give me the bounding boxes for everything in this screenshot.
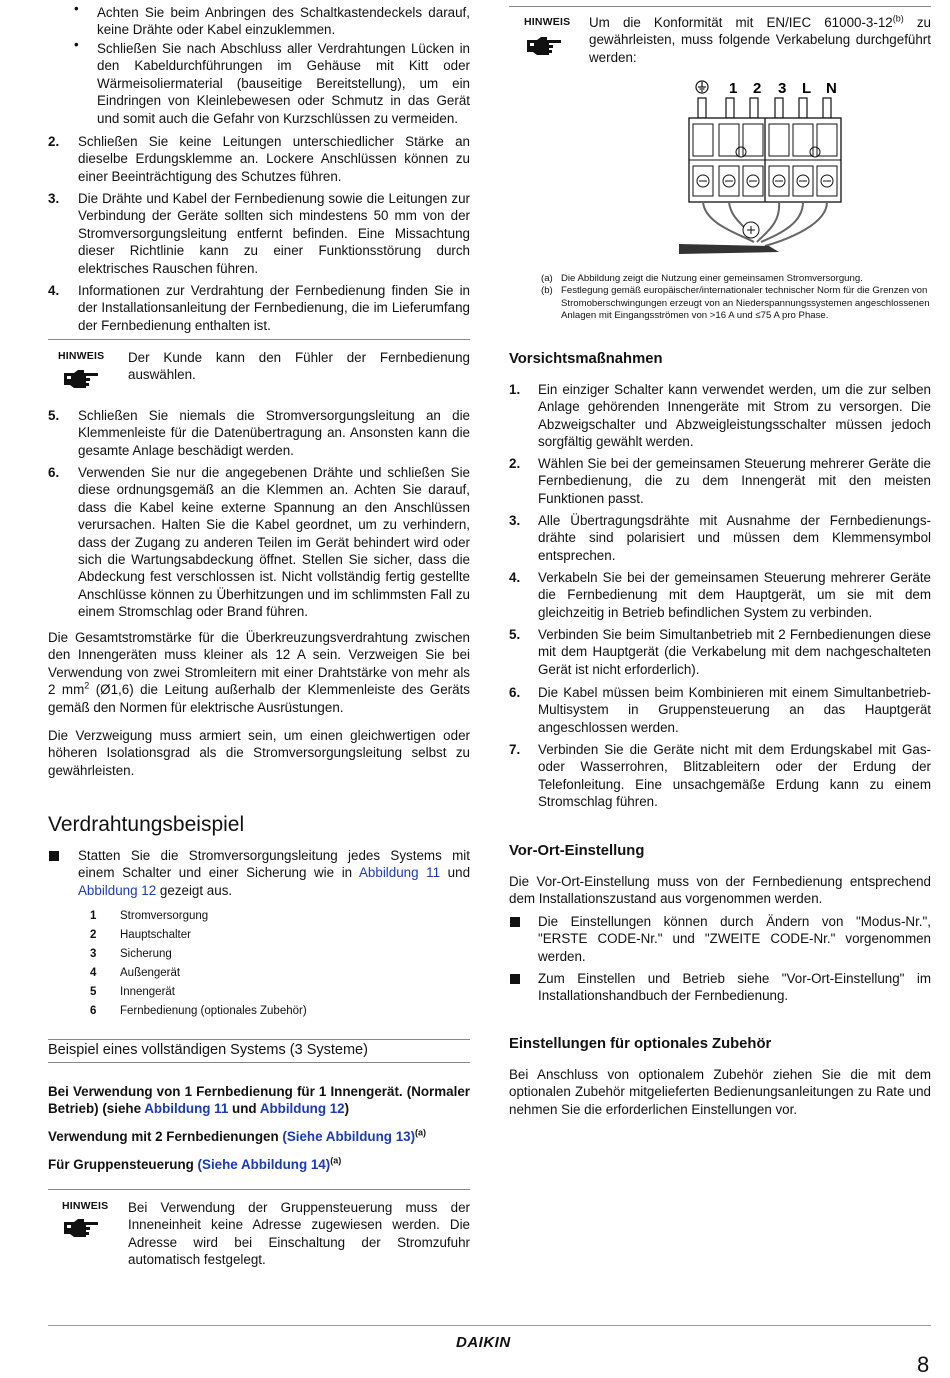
figure-link[interactable]: Abbildung 12 xyxy=(78,882,157,898)
item-text: Verkabeln Sie bei der gemeinsamen Steuerung mehrerer Geräte die Fernbedienung mit dem Hauptgerät, um sie mit dem gleichzeitig in Betrieb befindlichen System zu verbinden. xyxy=(538,570,931,620)
item-number: 2. xyxy=(48,134,60,149)
legend-item: 3 Sicherung xyxy=(90,948,172,960)
terminal-label: 1 xyxy=(729,80,738,97)
item-text: Die Kabel müssen beim Kombinieren mit einem Simultanbetrieb-Multisystem in Gruppensteuerung an das Hauptgerät angeschlossen werden. xyxy=(538,685,931,735)
figure-link[interactable]: Abbildung 11 xyxy=(144,1101,229,1117)
bold-reference: Bei Verwendung von 1 Fernbedienung für 1 Innengerät. (Normaler Betrieb) (siehe Abbildung 11 und Abbildung 12) xyxy=(48,1084,470,1117)
item-number: 6. xyxy=(509,685,521,700)
bullet-text: Schließen Sie nach Abschluss aller Verdrahtungen Lücken in den Kabeldurchführungen im Gehäuse mit Kitt oder Wärmeisoliermaterial (bauseitige Bereitstellung), um ein Eindringen von Kleinlebewesen oder Schmutz in das Gerät und somit auch die Gefahr von Kurzschlüssen zu vermeiden. xyxy=(97,41,470,126)
hinweis-top-rule xyxy=(509,6,931,7)
hinweis-label: HINWEIS xyxy=(62,1200,109,1212)
hinweis-label: HINWEIS xyxy=(524,16,571,28)
legend-item: 5 Innengerät xyxy=(90,986,175,998)
square-bullet-text: Die Einstellungen können durch Ändern von "Modus-Nr.", "ERSTE CODE-Nr." und "ZWEITE CODE-Nr." vorgenommen werden. xyxy=(538,914,931,964)
subheading-top-rule xyxy=(48,1039,470,1040)
item-number: 4. xyxy=(48,283,60,298)
pointing-hand-icon xyxy=(62,1216,102,1238)
item-text: Verbinden Sie die Geräte nicht mit dem Erdungskabel mit Gas- oder Wasserrohren, Blitzableitern oder der Erdung der Telefonleitung. Eine unsachgemäße Erdung kann zu einem Stromschlag führen. xyxy=(538,742,931,810)
footer-rule xyxy=(48,1325,931,1326)
legend-item: 4 Außengerät xyxy=(90,967,181,979)
terminal-wiring-diagram xyxy=(669,74,901,260)
item-text: Verbinden Sie beim Simultanbetrieb mit 2 Fernbedienungen diese mit dem Hauptgerät (die Verkabelung mit dem nachgeschalteten Gerät ist nicht erforderlich). xyxy=(538,627,931,677)
terminal-label: N xyxy=(826,80,837,97)
figure-link[interactable]: Abbildung 11 xyxy=(359,865,441,881)
footnote-key: (b) xyxy=(541,285,553,296)
item-number: 1. xyxy=(509,382,521,397)
item-number: 4. xyxy=(509,570,521,585)
item-text: Alle Übertragungsdrähte mit Ausnahme der Fernbedienungs-drähte sind polarisiert und müssen dem Klemmensymbol entsprechen. xyxy=(538,513,931,563)
hinweis-text: Bei Verwendung der Gruppensteuerung muss der Inneneinheit keine Adresse zugewiesen werden. Die Adresse wird bei Einschaltung der Stromzufuhr automatisch festgelegt. xyxy=(128,1200,470,1268)
item-text: Die Drähte und Kabel der Fernbedienung sowie die Leitungen zur Verbindung der Geräte sollten sich mindestens 50 mm von der Stromversorgungsleitung entfernt befinden. Eine Missachtung dieser Richtlinie kann zu einer Funktionsstörung durch elektrisches Rauschen führen. xyxy=(78,191,470,276)
section-heading: Vorsichtsmaßnahmen xyxy=(509,351,663,367)
paragraph-branch: Die Verzweigung muss armiert sein, um einen gleichwertigen oder höheren Isolationsgrad als die Stromversorgungsleitung selbst zu gewährleisten. xyxy=(48,728,470,778)
figure-link[interactable]: Abbildung 12 xyxy=(259,1101,345,1117)
hinweis-text: Um die Konformität mit EN/IEC 61000-3-12$^{(b)}$ zu gewährleisten, muss folgende Verkabelung durchgeführt werden: xyxy=(589,13,931,65)
hinweis-top-rule xyxy=(48,339,470,340)
figure-link[interactable]: (Siehe Abbildung 13) xyxy=(282,1129,416,1144)
section-heading: Verdrahtungsbeispiel xyxy=(48,813,245,836)
item-number: 5. xyxy=(48,408,60,423)
square-bullet xyxy=(49,851,59,861)
pointing-hand-icon xyxy=(62,367,102,389)
earth-icon xyxy=(696,81,708,93)
bold-reference: Verwendung mit 2 Fernbedienungen (Siehe Abbildung 13)$^{(a)}$ xyxy=(48,1127,427,1144)
item-text: Wählen Sie bei der gemeinsamen Steuerung mehrerer Geräte die Fernbedienung, die zu dem Innengerät mit den meisten Funktionen passt. xyxy=(538,456,931,506)
footnote-text: Die Abbildung zeigt die Nutzung einer gemeinsamen Stromversorgung. xyxy=(561,273,863,284)
item-text: Schließen Sie keine Leitungen unterschiedlicher Stärke an dieselbe Erdungsklemme an. Lockere Anschlüssen können zu einer Beeinträchtigung des Schutzes führen. xyxy=(78,134,470,184)
section-heading: Vor-Ort-Einstellung xyxy=(509,843,645,859)
item-number: 3. xyxy=(509,513,521,528)
bold-reference: Für Gruppensteuerung (Siehe Abbildung 14)$^{(a)}$ xyxy=(48,1155,342,1172)
brand-logo: DAIKIN xyxy=(456,1334,511,1351)
square-bullet xyxy=(510,917,520,927)
square-bullet-text: Statten Sie die Stromversorgungsleitung jedes Systems mit einem Schalter und einer Sicherung wie in Abbildung 11 und Abbildung 12 gezeigt aus. xyxy=(78,848,471,898)
legend-item: 2 Hauptschalter xyxy=(90,929,191,941)
figure-link[interactable]: (Siehe Abbildung 14) xyxy=(197,1157,331,1172)
item-text: Schließen Sie niemals die Stromversorgungsleitung an die Klemmenleiste für die Datenübertragung an. Ansonsten kann die gesamte Anlage beschädigt werden. xyxy=(78,408,470,458)
paragraph-total-current: Die Gesamtstromstärke für die Überkreuzungsverdrahtung zwischen den Innengeräten muss kleiner als 12 A sein. Verzweigen Sie bei Verwendung von zwei Stromleitern mit einer Drahtstärke von mehr als 2 $mm^2$ (Ø1,6) die Leitung außerhalb der Klemmenleiste des Geräts gemäß den Normen für elektrische Ausrüstungen. xyxy=(48,630,470,715)
pointing-hand-icon xyxy=(525,34,565,56)
item-number: 7. xyxy=(509,742,521,757)
terminal-label: 2 xyxy=(753,80,762,97)
legend-item: 6 Fernbedienung (optionales Zubehör) xyxy=(90,1005,307,1017)
item-number: 3. xyxy=(48,191,60,206)
terminal-label: 3 xyxy=(778,80,787,97)
item-text: Ein einziger Schalter kann verwendet werden, um die zur selben Anlage gehörenden Innengeräte mit Strom zu versorgen. Die Abzweigschalter und Abzweigleistungsschalter müssen jedoch sorgfältig gewählt werden. xyxy=(538,382,931,450)
subheading: Beispiel eines vollständigen Systems (3 Systeme) xyxy=(48,1042,368,1058)
paragraph: Bei Anschluss von optionalem Zubehör ziehen Sie die mit dem optionalen Zubehör mitgelieferten Bedienungsanleitungen zu Rate und nehmen Sie die erforderlichen Einstellungen vor. xyxy=(509,1067,931,1117)
bullet-dot: • xyxy=(74,1,79,16)
hinweis-text: Der Kunde kann den Fühler der Fernbedienung auswählen. xyxy=(128,350,470,383)
square-bullet xyxy=(510,974,520,984)
item-number: 6. xyxy=(48,465,60,480)
page-number: 8 xyxy=(917,1352,930,1377)
bullet-text: Achten Sie beim Anbringen des Schaltkastendeckels darauf, keine Drähte oder Kabel einzuklemmen. xyxy=(97,5,470,38)
footnote-key: (a) xyxy=(541,273,553,284)
hinweis-top-rule xyxy=(48,1189,470,1190)
legend-item: 1 Stromversorgung xyxy=(90,910,209,922)
subheading-bottom-rule xyxy=(48,1062,470,1063)
paragraph: Die Vor-Ort-Einstellung muss von der Fernbedienung entsprechend dem Installationszustand aus vorgenommen werden. xyxy=(509,874,931,907)
bullet-dot: • xyxy=(74,37,79,52)
item-number: 2. xyxy=(509,456,521,471)
item-text: Informationen zur Verdrahtung der Fernbedienung finden Sie in der Installationsanleitung der Fernbedienung, die im Lieferumfang der Fernbedienung enthalten ist. xyxy=(78,283,470,333)
section-heading: Einstellungen für optionales Zubehör xyxy=(509,1036,772,1052)
hinweis-label: HINWEIS xyxy=(58,350,105,362)
item-number: 5. xyxy=(509,627,521,642)
item-text: Verwenden Sie nur die angegebenen Drähte und schließen Sie diese ordnungsgemäß an die Klemmen an. Achten Sie darauf, dass die Kabel keine externe Spannung an den Anschlüssen verursachen. Halten Sie die Kabel geordnet, um zu verhindern, dass der Zugang zu anderen Teilen im Gerät behindert wird oder sich die Wartungsabdeckung öffnet. Stellen Sie sicher, dass die Abdeckung fest verschlossen ist. Nicht vollständig fertig gestellte Anschlüsse können zu Überhitzungen und im schlimmsten Fall zu einem Stromschlag oder Brand führen. xyxy=(78,465,470,620)
square-bullet-text: Zum Einstellen und Betrieb siehe "Vor-Ort-Einstellung" im Installationshandbuch der Fernbedienung. xyxy=(538,971,931,1004)
terminal-label: L xyxy=(802,80,812,97)
footnote-text: Festlegung gemäß europäischer/internationaler technischer Norm für die Grenzen von Stromoberschwingungen erzeugt von an Niederspannungssystemen angeschlossenen Anlagen mit Eingangsströmen von >16 A und ≤75 A pro Phase. xyxy=(561,285,930,322)
